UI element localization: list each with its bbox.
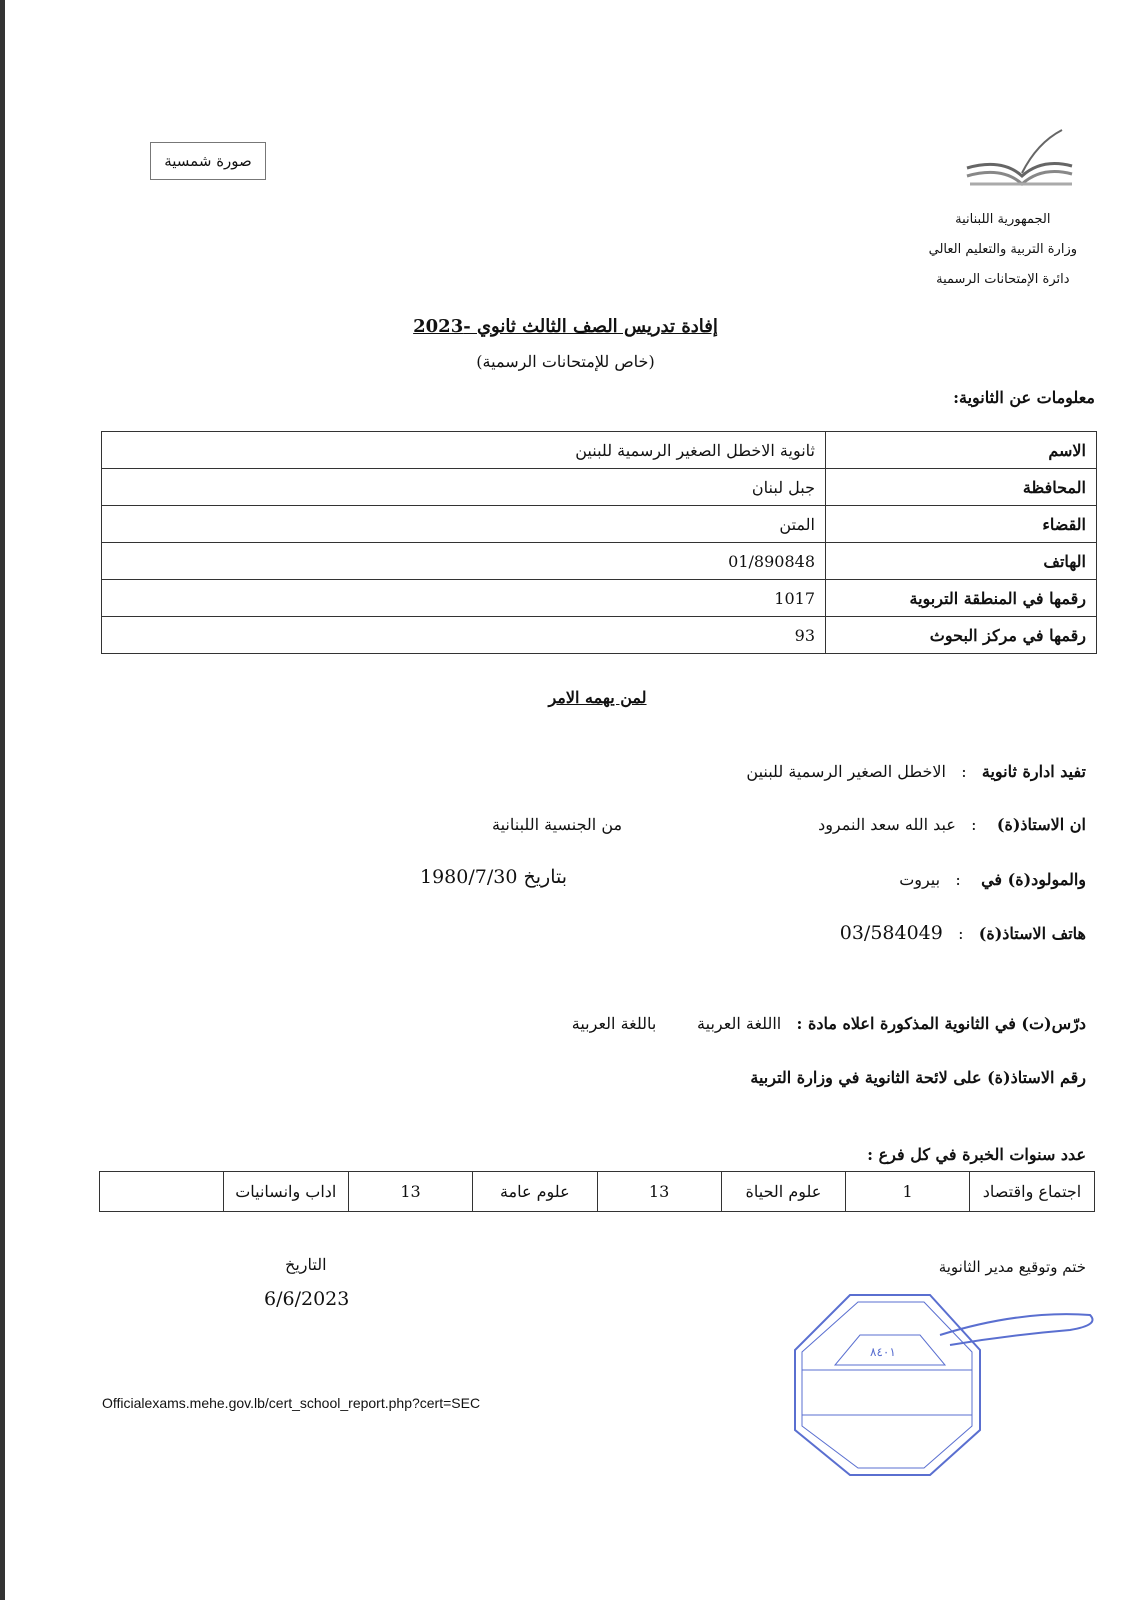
value: الاخطل الصغير الرسمية للبنين bbox=[746, 762, 946, 781]
date-value: 6/6/2023 bbox=[264, 1288, 350, 1310]
label: هاتف الاستاذ(ة) bbox=[978, 924, 1086, 943]
photo-box: صورة شمسية bbox=[150, 142, 266, 180]
school-line: تفيد ادارة ثانوية : الاخطل الصغير الرسمية للبنين bbox=[746, 762, 1086, 781]
value: 03/584049 bbox=[839, 922, 943, 944]
language: باللغة العربية bbox=[571, 1014, 657, 1033]
school-info-heading: معلومات عن الثانوية: bbox=[953, 388, 1095, 407]
registry-line: رقم الاستاذ(ة) على لائحة الثانوية في وزارة التربية bbox=[750, 1068, 1086, 1087]
experience-cell: 13 bbox=[597, 1172, 721, 1212]
stamp-number: ٨٤٠١ bbox=[870, 1345, 896, 1359]
signature-label: ختم وتوقيع مدير الثانوية bbox=[938, 1258, 1086, 1276]
ministry-header bbox=[929, 205, 1077, 295]
experience-cell: علوم الحياة bbox=[721, 1172, 846, 1212]
to-whom-heading: لمن يهمه الامر bbox=[548, 688, 647, 707]
teacher-line: ان الاستاذ(ة) : عبد الله سعد النمرود bbox=[818, 815, 1086, 834]
school-stamp-icon bbox=[790, 1290, 1100, 1480]
info-label: الاسم bbox=[826, 432, 1097, 469]
document-subtitle: (خاص للإمتحانات الرسمية) bbox=[476, 352, 655, 371]
info-label: رقمها في مركز البحوث bbox=[826, 617, 1097, 654]
label: والمولود(ة) في bbox=[981, 870, 1086, 889]
table-row bbox=[102, 617, 1097, 654]
document-title: إفادة تدريس الصف الثالث ثانوي -2023 bbox=[413, 316, 718, 337]
experience-table bbox=[99, 1171, 1095, 1212]
school-info-table bbox=[101, 431, 1097, 654]
info-value: 93 bbox=[102, 617, 826, 654]
date-label: التاريخ bbox=[285, 1255, 327, 1274]
scan-edge bbox=[0, 0, 5, 1600]
experience-cell: 13 bbox=[348, 1172, 472, 1212]
label: ان الاستاذ(ة) bbox=[996, 815, 1086, 834]
info-label: رقمها في المنطقة التربوية bbox=[826, 580, 1097, 617]
experience-cell: اجتماع واقتصاد bbox=[970, 1172, 1095, 1212]
table-row bbox=[102, 580, 1097, 617]
table-row bbox=[102, 469, 1097, 506]
info-label: الهاتف bbox=[826, 543, 1097, 580]
label: تفيد ادارة ثانوية bbox=[981, 762, 1086, 781]
table-row bbox=[102, 432, 1097, 469]
info-value: جبل لبنان bbox=[102, 469, 826, 506]
label: درّس(ت) في الثانوية المذكورة اعلاه مادة : bbox=[796, 1014, 1086, 1033]
ministry-line: الجمهورية اللبنانية bbox=[955, 212, 1051, 227]
ministry-line: دائرة الإمتحانات الرسمية bbox=[936, 272, 1070, 287]
info-value: ثانوية الاخطل الصغير الرسمية للبنين bbox=[102, 432, 826, 469]
value: بيروت bbox=[899, 870, 941, 889]
experience-cell: اداب وانسانيات bbox=[223, 1172, 348, 1212]
source-url: Officialexams.mehe.gov.lb/cert_school_report.php?cert=SEC bbox=[102, 1395, 481, 1411]
experience-cell: 1 bbox=[846, 1172, 970, 1212]
info-label: المحافظة bbox=[826, 469, 1097, 506]
signature bbox=[940, 1314, 1093, 1345]
birth-date: بتاريخ 1980/7/30 bbox=[420, 866, 567, 888]
experience-cell: علوم عامة bbox=[473, 1172, 597, 1212]
experience-cell bbox=[100, 1172, 224, 1212]
experience-heading: عدد سنوات الخبرة في كل فرع : bbox=[867, 1145, 1086, 1164]
info-value: المتن bbox=[102, 506, 826, 543]
table-row bbox=[102, 543, 1097, 580]
nationality: من الجنسية اللبنانية bbox=[492, 815, 623, 834]
info-value: 01/890848 bbox=[102, 543, 826, 580]
info-value: 1017 bbox=[102, 580, 826, 617]
taught-line bbox=[572, 1014, 1086, 1033]
value: عبد الله سعد النمرود bbox=[818, 815, 956, 834]
table-row bbox=[102, 506, 1097, 543]
birthplace-line: والمولود(ة) في : بيروت bbox=[899, 870, 1086, 889]
teacher-phone-line: هاتف الاستاذ(ة) : 03/584049 bbox=[839, 922, 1086, 944]
info-label: القضاء bbox=[826, 506, 1097, 543]
ministry-line: وزارة التربية والتعليم العالي bbox=[928, 242, 1077, 257]
table-row bbox=[100, 1172, 1095, 1212]
subject: االلغة العربية bbox=[697, 1014, 782, 1033]
ministry-logo-icon bbox=[962, 128, 1077, 193]
